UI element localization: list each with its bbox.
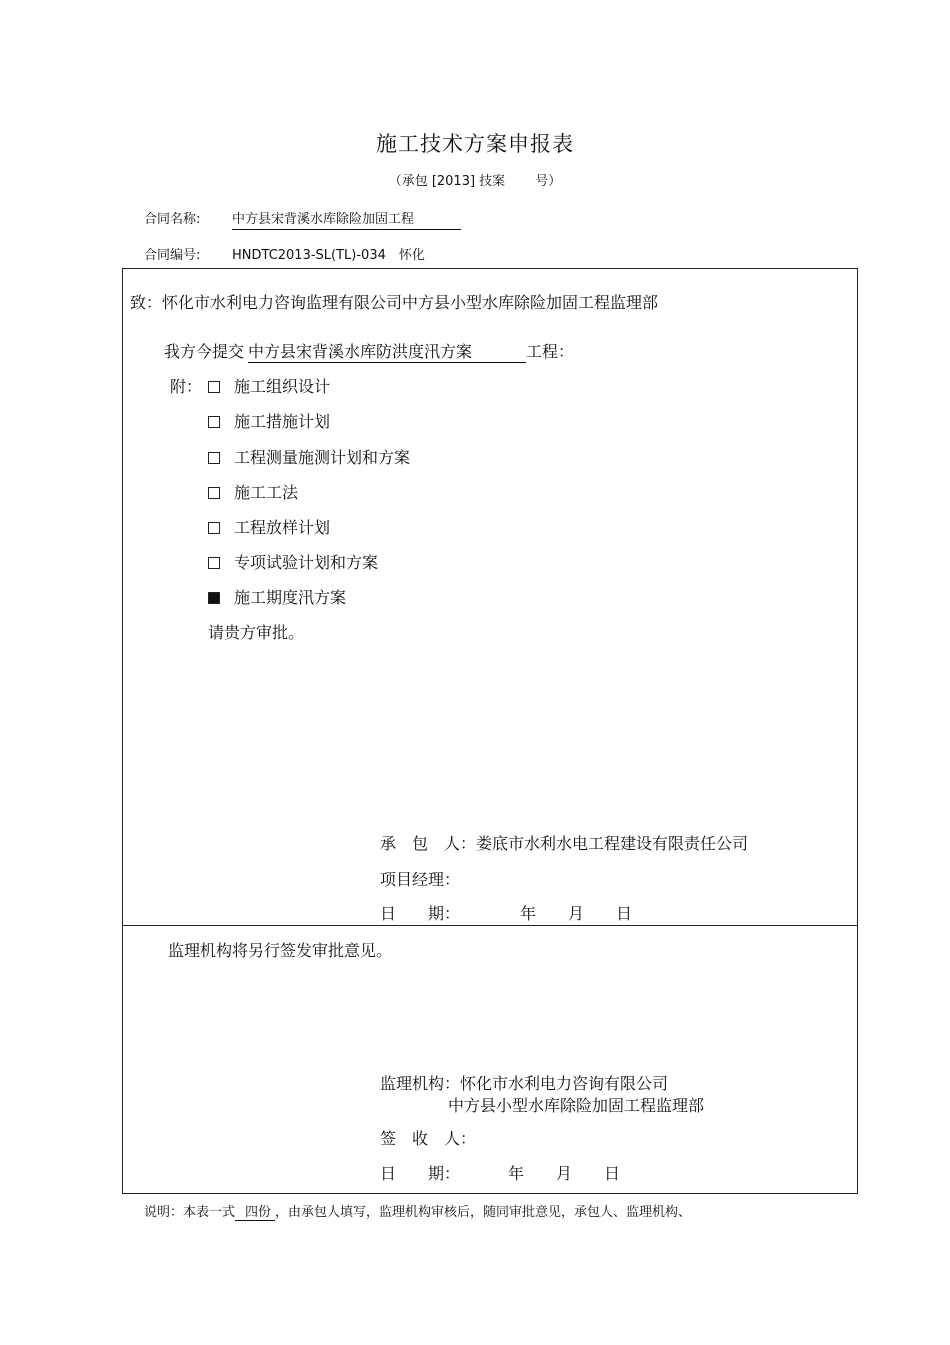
contract-name-label: 合同名称: [144, 212, 201, 227]
attachment-checkbox[interactable] [208, 452, 220, 464]
date-ymd: 年 月 日 [508, 1164, 621, 1183]
footnote-suffix: ，由承包人填写，监理机构审核后，随同审批意见，承包人、监理机构、 [275, 1205, 692, 1220]
attachment-item[interactable] [208, 445, 410, 468]
request-text: 请贵方审批。 [208, 623, 305, 642]
contractor-row [380, 831, 748, 854]
contract-no-value: HNDTC2013-SL(TL)-034 怀化 [232, 248, 425, 263]
attachment-label: 施工期度汛方案 [234, 588, 347, 607]
supervisor-date-row [380, 1161, 620, 1184]
date-label: 日 期： [380, 904, 461, 923]
attachment-label: 工程测量施测计划和方案 [234, 448, 411, 467]
contract-no-row [144, 244, 425, 263]
attachment-checkbox[interactable] [208, 522, 220, 534]
attachment-item[interactable] [208, 409, 330, 432]
date-label: 日 期： [380, 1164, 461, 1183]
contractor-value: 娄底市水利水电工程建设有限责任公司 [476, 834, 749, 853]
date-ymd: 年 月 日 [520, 904, 633, 923]
attachment-label: 专项试验计划和方案 [234, 553, 379, 572]
contract-name-value: 中方县宋背溪水库除险加固工程 [232, 208, 461, 230]
attachment-label: 施工工法 [234, 483, 299, 502]
submit-suffix: 工程： [526, 342, 575, 361]
footnote-copies: 四份 [235, 1201, 275, 1221]
attachment-item[interactable] [208, 515, 330, 538]
form-box [122, 268, 858, 1194]
footnote-prefix: 说明：本表一式 [144, 1205, 236, 1220]
contractor-label: 承 包 人： [380, 834, 477, 853]
manager-label: 项目经理： [380, 870, 461, 889]
contract-name-row [144, 208, 461, 230]
attachment-label: 工程放样计划 [234, 518, 331, 537]
attachment-checkbox[interactable] [208, 381, 220, 393]
contract-no-label: 合同编号: [144, 248, 201, 263]
supervisor-line2: 中方县小型水库除险加固工程监理部 [448, 1096, 705, 1115]
document-title: 施工技术方案申报表 [376, 132, 574, 156]
attachment-label: 施工组织设计 [234, 377, 331, 396]
form-divider [122, 925, 858, 926]
document-number: （承包 [2013] 技案 号） [388, 174, 562, 189]
addressee-line: 致：怀化市水利电力咨询监理有限公司中方县小型水库除险加固工程监理部 [130, 293, 659, 312]
supervisor-row [380, 1071, 668, 1094]
submit-project: 中方县宋背溪水库防洪度汛方案 [248, 339, 526, 363]
supervisor-label: 监理机构： [380, 1074, 461, 1093]
attachment-item[interactable] [208, 374, 330, 397]
submit-prefix: 我方今提交 [164, 342, 245, 361]
attachment-checkbox[interactable] [208, 557, 220, 569]
attachment-checkbox[interactable] [208, 416, 220, 428]
attachment-checkbox[interactable] [208, 487, 220, 499]
footnote [144, 1201, 691, 1221]
contractor-date-row [380, 901, 632, 924]
attachment-label: 施工措施计划 [234, 412, 331, 431]
attachment-item[interactable] [208, 585, 346, 608]
attachments-label: 附： [170, 377, 203, 396]
receiver-label: 签 收 人： [380, 1129, 477, 1148]
attachment-checkbox[interactable] [208, 592, 220, 604]
submit-line [164, 339, 574, 363]
supervisor-note: 监理机构将另行签发审批意见。 [168, 941, 393, 960]
supervisor-line1: 怀化市水利电力咨询有限公司 [460, 1074, 669, 1093]
attachment-item[interactable] [208, 480, 298, 503]
attachment-item[interactable] [208, 550, 378, 573]
